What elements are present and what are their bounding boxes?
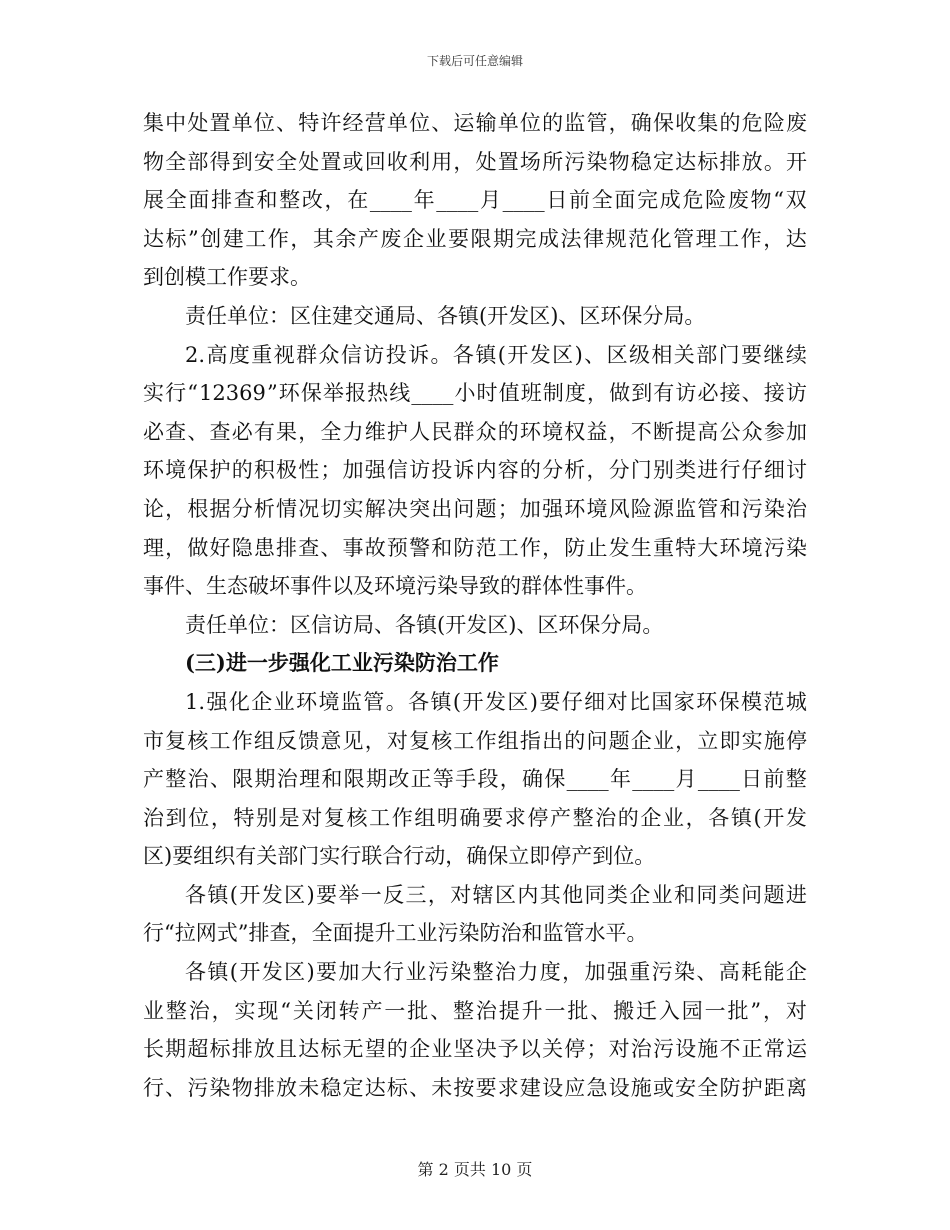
paragraph-line: 业 整 治 ， 实 现 “ 关 闭 转 产 一 批 、 整 治 提 升 一 批 、 搬 迁 入 园 一 批 ” ， 对: [143, 998, 807, 1023]
paragraph-line: 展 全 面 排 查 和 整 改 ， 在 ____ 年 ____ 月 ____ 日 前 全 面 完 成 危 险 废 物 “ 双: [143, 188, 807, 213]
paragraph-line: 物 全 部 得 到 安 全 处 置 或 回 收 利 用 ， 处 置 场 所 污 染 物 稳 定 达 标 排 放 。 开: [143, 149, 807, 174]
paragraph-line: 治 到 位 ， 特 别 是 对 复 核 工 作 组 明 确 要 求 停 产 整 治 的 企 业 ， 各 镇 ( 开 发: [143, 805, 807, 830]
paragraph-line: 实 行 “ 12369 ” 环 保 举 报 热 线 ____ 小 时 值 班 制 度 ， 做 到 有 访 必 接 、 接 访: [143, 381, 807, 406]
page-header: 下载后可任意编辑: [426, 54, 523, 68]
paragraph-line: 长 期 超 标 排 放 且 达 标 无 望 的 企 业 坚 决 予 以 关 停 ； 对 治 污 设 施 不 正 常 运: [143, 1037, 807, 1062]
paragraph-line: 集 中 处 置 单 位 、 特 许 经 营 单 位 、 运 输 单 位 的 监 管 ， 确 保 收 集 的 危 险 废: [143, 111, 807, 135]
paragraph-line: 理 ， 做 好 隐 患 排 查 、 事 故 预 警 和 防 范 工 作 ， 防 止 发 生 重 特 大 环 境 污 染: [143, 535, 807, 560]
paragraph-line: 各 镇 ( 开 发 区 ) 要 举 一 反 三 ， 对 辖 区 内 其 他 同 类 企 业 和 同 类 问 题 进: [185, 882, 807, 907]
paragraph-line: 2. 高 度 重 视 群 众 信 访 投 诉 。 各 镇 ( 开 发 区 ) 、 区 级 相 关 部 门 要 继 续: [185, 342, 807, 367]
paragraph-line: 各 镇 ( 开 发 区 ) 要 加 大 行 业 污 染 整 治 力 度 ， 加 强 重 污 染 、 高 耗 能 企: [185, 960, 807, 985]
paragraph-line: 论 ， 根 据 分 析 情 况 切 实 解 决 突 出 问 题 ； 加 强 环 境 风 险 源 监 管 和 污 染 治: [143, 496, 807, 521]
page-number: 第 2 页共 10 页: [417, 1160, 533, 1179]
document-body: [143, 104, 807, 1107]
paragraph-line: 环 境 保 护 的 积 极 性 ； 加 强 信 访 投 诉 内 容 的 分 析 ， 分 门 别 类 进 行 仔 细 讨: [143, 458, 807, 483]
paragraph-line: 区)要组织有关部门实行联合行动，确保立即停产到位。: [143, 844, 656, 869]
paragraph-line: 1. 强 化 企 业 环 境 监 管 。 各 镇 ( 开 发 区 ) 要 仔 细 对 比 国 家 环 保 模 范 城: [185, 689, 807, 714]
paragraph-line: 产 整 治 、 限 期 治 理 和 限 期 改 正 等 手 段 ， 确 保 ____ 年 ____ 月 ____ 日 前 整: [143, 767, 807, 792]
paragraph-line: 到创模工作要求。: [143, 265, 311, 290]
paragraph-line: 责任单位：区信访局、各镇(开发区)、区环保分局。: [185, 612, 664, 637]
paragraph-line: 行 、 污 染 物 排 放 未 稳 定 达 标 、 未 按 要 求 建 设 应 急 设 施 或 安 全 防 护 距 离: [143, 1075, 807, 1100]
section-heading: (三)进一步强化工业污染防治工作: [185, 650, 499, 676]
paragraph-line: 责任单位：区住建交通局、各镇(开发区)、区环保分局。: [185, 303, 706, 328]
paragraph-line: 市 复 核 工 作 组 反 馈 意 见 ， 对 复 核 工 作 组 指 出 的 问 题 企 业 ， 立 即 实 施 停: [143, 728, 807, 753]
paragraph-line: 事件、生态破坏事件以及环境污染导致的群体性事件。: [143, 574, 647, 599]
paragraph-line: 行“拉网式”排查，全面提升工业污染防治和监管水平。: [143, 921, 648, 946]
paragraph-line: 必 查 、 查 必 有 果 ， 全 力 维 护 人 民 群 众 的 环 境 权 益 ， 不 断 提 高 公 众 参 加: [143, 419, 807, 444]
paragraph-line: 达 标 ” 创 建 工 作 ， 其 余 产 废 企 业 要 限 期 完 成 法 律 规 范 化 管 理 工 作 ， 达: [143, 226, 807, 251]
